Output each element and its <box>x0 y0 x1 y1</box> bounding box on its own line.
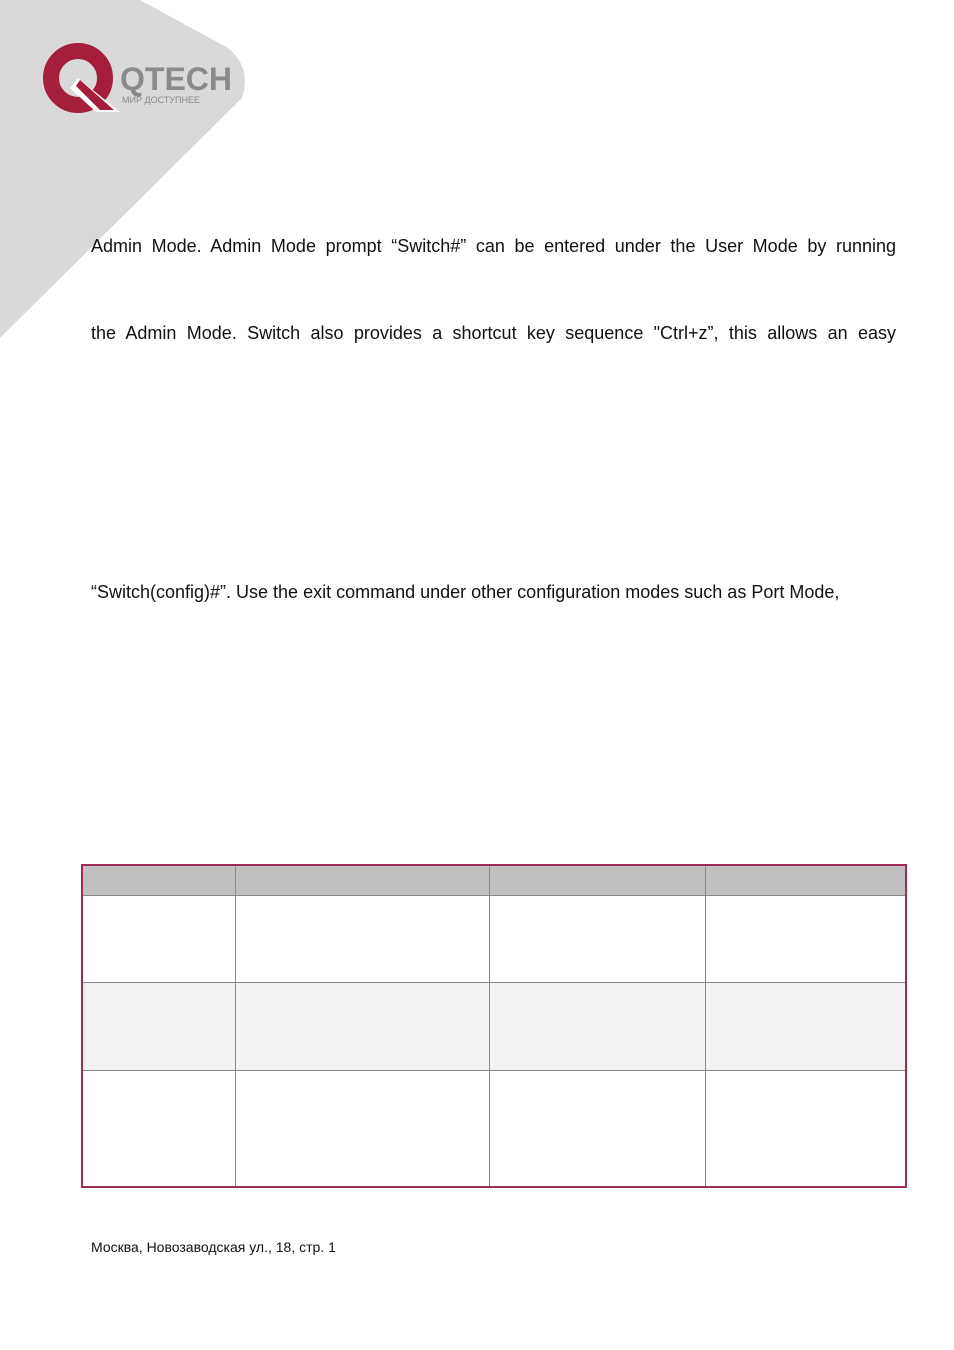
body-line-3: “Switch(config)#”. Use the exit command under other configuration modes such as Port Mode, <box>91 582 840 602</box>
table-row <box>83 1070 905 1186</box>
table-header-cell <box>705 866 905 895</box>
body-line-1: Admin Mode. Admin Mode prompt “Switch#” can be entered under the User Mode by running <box>91 236 896 256</box>
table-cell <box>83 1070 235 1186</box>
table-cell <box>489 895 705 982</box>
table-cell <box>705 1070 905 1186</box>
table-row <box>83 982 905 1070</box>
table-cell <box>235 982 489 1070</box>
table-cell <box>489 982 705 1070</box>
table-header-cell <box>235 866 489 895</box>
table-row <box>83 895 905 982</box>
table-header-cell <box>83 866 235 895</box>
footer-address: Москва, Новозаводская ул., 18, стр. 1 <box>91 1239 336 1255</box>
brand-name: QTECH <box>120 61 230 97</box>
table-cell <box>235 1070 489 1186</box>
table-cell <box>705 982 905 1070</box>
table-cell <box>489 1070 705 1186</box>
table-cell <box>83 982 235 1070</box>
brand-tagline: МИР ДОСТУПНЕЕ <box>122 95 200 105</box>
qtech-logo-icon <box>40 40 230 120</box>
company-logo <box>40 40 230 120</box>
table-cell <box>83 895 235 982</box>
table-cell <box>235 895 489 982</box>
body-line-2: the Admin Mode. Switch also provides a shortcut key sequence "Ctrl+z”, this allows an easy <box>91 323 896 343</box>
table-header-row <box>83 866 905 895</box>
modes-table <box>81 864 907 1188</box>
table-cell <box>705 895 905 982</box>
table-header-cell <box>489 866 705 895</box>
